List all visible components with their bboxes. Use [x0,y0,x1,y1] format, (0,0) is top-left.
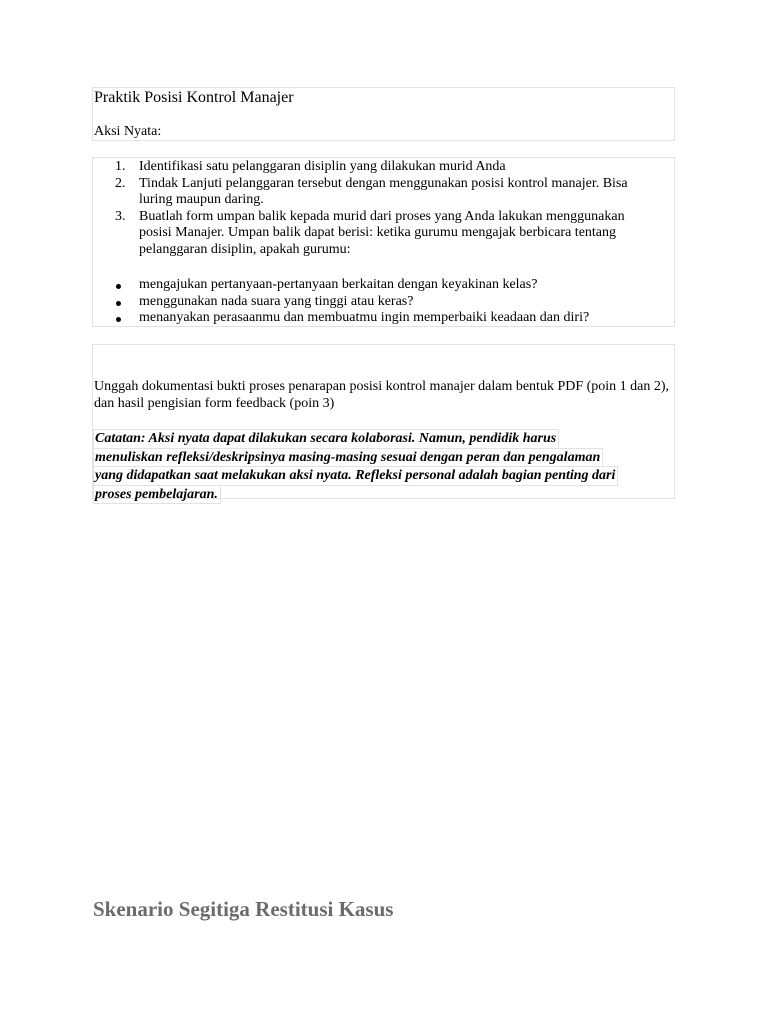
bullet-icon [116,284,121,289]
list-item-text: menanyakan perasaanmu dan membuatmu ingin memperbaiki keadaan dan diri? [139,310,590,325]
list-item [93,294,668,311]
list-item [93,209,653,259]
section-subtitle: Aksi Nyata: [94,124,162,139]
list-item-text: mengajukan pertanyaan-pertanyaan berkaitan dengan keyakinan kelas? [139,277,538,292]
feedback-bullet-list [93,277,668,327]
list-item-text: menggunakan nada suara yang tinggi atau keras? [139,293,414,309]
list-number: 3. [115,208,126,224]
note-line: Catatan: Aksi nyata dapat dilakukan secara kolaborasi. Namun, pendidik harus [93,429,676,448]
list-number: 2. [115,175,126,191]
note-line: yang didapatkan saat melakukan aksi nyata. Refleksi personal adalah bagian penting dari [93,466,676,485]
list-item [93,277,668,294]
list-number: 1. [115,159,126,174]
list-item [93,159,653,176]
bullet-icon [116,317,121,322]
note-line: proses pembelajaran. [93,485,676,504]
steps-section [92,157,675,327]
title-section [92,87,675,141]
next-section-heading: Skenario Segitiga Restitusi Kasus [93,897,394,921]
list-item [93,310,668,327]
upload-section [92,344,675,502]
section-title: Praktik Posisi Kontrol Manajer [94,89,294,106]
list-item [93,176,653,209]
bullet-icon [116,301,121,306]
ordered-steps-list [93,159,653,258]
note-paragraph [93,429,676,503]
list-item-text: Buatlah form umpan balik kepada murid dari proses yang Anda lakukan menggunakan posisi Manajer. Umpan balik dapat berisi: ketika gurumu mengajak berbicara tentang pelanggaran disiplin, apakah gurumu: [139,208,625,257]
list-item-text: Identifikasi satu pelanggaran disiplin yang dilakukan murid Anda [139,159,506,174]
list-item-text: Tindak Lanjuti pelanggaran tersebut dengan menggunakan posisi kontrol manajer. Bisa luring maupun daring. [139,175,628,207]
note-line: menuliskan refleksi/deskripsinya masing-masing sesuai dengan peran dan pengalaman [93,448,676,467]
upload-instruction: Unggah dokumentasi bukti proses penarapan posisi kontrol manajer dalam bentuk PDF (poin 1 dan 2), dan hasil pengisian form feedback (poin 3) [94,379,670,411]
